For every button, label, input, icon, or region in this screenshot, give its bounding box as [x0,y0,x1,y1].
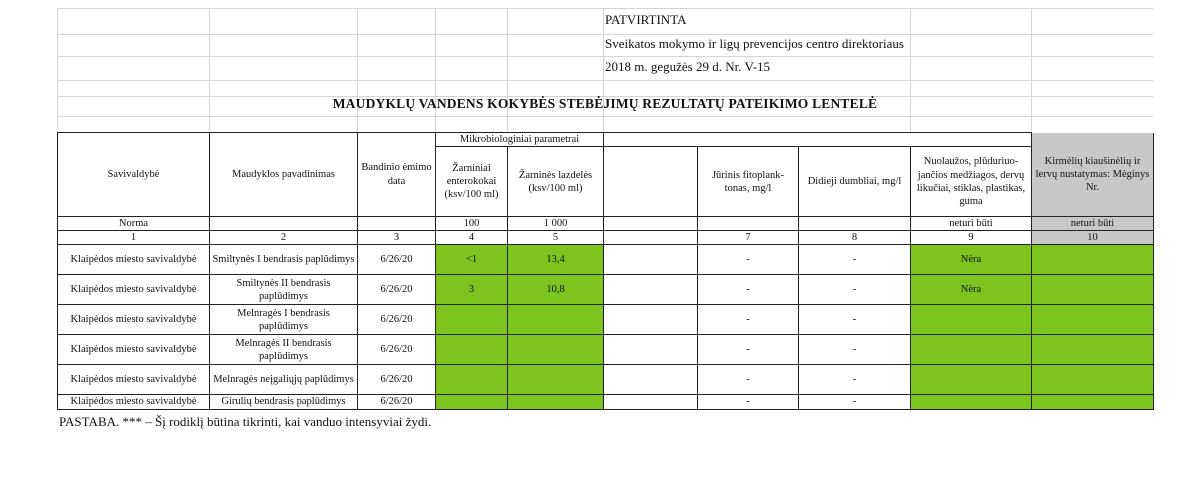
results-table [57,132,1154,410]
header-municipality: Savivaldybė [58,133,210,217]
cell-ecoli [508,335,604,365]
grid-line [209,8,210,132]
cell-ecoli [508,305,604,335]
cell-municipality: Klaipėdos miesto savivaldybė [58,395,210,409]
grid-line [357,8,358,132]
cell-municipality: Klaipėdos miesto savivaldybė [58,365,210,395]
header-worms: Kirmėlių kiaušinėlių ir lervų nustatymas: Mėginys Nr. [1032,133,1154,217]
approval-heading: PATVIRTINTA [605,12,687,27]
cell-municipality: Klaipėdos miesto savivaldybė [58,335,210,365]
cell-phyto: - [698,365,799,395]
cell-worms [1032,305,1154,335]
cell-ecoli: 10,8 [508,275,604,305]
cell-algae: - [799,305,911,335]
table-row [58,365,1154,395]
cell-worms [1032,275,1154,305]
cell-enterococci: <1 [436,245,508,275]
col-number: 5 [508,231,604,245]
header-litter: Nuolaužos, plūduriuo-jančios medžiagos, dervų likučiai, stiklas, plastikas, guma [911,147,1032,217]
norm-row [58,217,1154,231]
cell-municipality: Klaipėdos miesto savivaldybė [58,245,210,275]
cell-algae: - [799,365,911,395]
table-row [58,395,1154,409]
cell-municipality: Klaipėdos miesto savivaldybė [58,275,210,305]
cell-phyto: - [698,335,799,365]
cell-beach: Smiltynės I bendrasis paplūdimys [210,245,358,275]
col-number-empty [604,231,698,245]
grid-line [57,8,58,132]
cell-ecoli [508,365,604,395]
cell-empty [604,245,698,275]
cell-beach: Melnragės II bendrasis paplūdimys [210,335,358,365]
cell-worms [1032,365,1154,395]
grid-line [1031,8,1032,132]
norm-worms: neturi būti [1032,217,1154,231]
cell-algae: - [799,275,911,305]
col-number: 9 [911,231,1032,245]
cell-date: 6/26/20 [358,335,436,365]
header-phytoplankton: Jūrinis fitoplank-tonas, mg/l [698,147,799,217]
cell-worms [1032,395,1154,409]
cell-worms [1032,335,1154,365]
grid-line [435,8,436,132]
cell-litter: Nėra [911,275,1032,305]
header-microbio-group: Mikrobiologiniai parametrai [436,133,604,147]
cell-enterococci [436,395,508,409]
cell-beach: Smiltynės II bendrasis paplūdimys [210,275,358,305]
header-empty [604,147,698,217]
grid-line [57,8,1153,9]
col-number: 3 [358,231,436,245]
cell-date: 6/26/20 [358,305,436,335]
cell-date: 6/26/20 [358,275,436,305]
table-header-group-row [58,133,1154,147]
norm-label: Norma [58,217,210,231]
col-number: 4 [436,231,508,245]
cell-enterococci: 3 [436,275,508,305]
grid-line [910,8,911,132]
cell-phyto: - [698,395,799,409]
cell-date: 6/26/20 [358,395,436,409]
col-number: 8 [799,231,911,245]
col-number: 2 [210,231,358,245]
cell-beach: Girulių bendrasis paplūdimys [210,395,358,409]
col-number: 1 [58,231,210,245]
cell-phyto: - [698,245,799,275]
cell-phyto: - [698,305,799,335]
grid-line [603,8,604,132]
header-algae: Didieji dumbliai, mg/l [799,147,911,217]
cell-ecoli: 13,4 [508,245,604,275]
column-number-row [58,231,1154,245]
cell-algae: - [799,245,911,275]
cell-algae: - [799,395,911,409]
cell-empty [604,275,698,305]
cell-municipality: Klaipėdos miesto savivaldybė [58,305,210,335]
cell-empty [604,305,698,335]
col-number: 7 [698,231,799,245]
cell-date: 6/26/20 [358,245,436,275]
cell-beach: Melnragės neįgaliųjų paplūdimys [210,365,358,395]
cell-litter [911,335,1032,365]
header-blank-group [604,133,1032,147]
header-enterococci: Žarniniai enterokokai (ksv/100 ml) [436,147,508,217]
header-sample-date: Bandinio ėmimo data [358,133,436,217]
cell-empty [604,395,698,409]
grid-line [57,34,1153,35]
grid-line [57,116,1153,117]
cell-litter [911,395,1032,409]
cell-beach: Melnragės I bendrasis paplūdimys [210,305,358,335]
header-ecoli: Žarninės lazdelės (ksv/100 ml) [508,147,604,217]
norm-ecoli: 1 000 [508,217,604,231]
cell-enterococci [436,335,508,365]
table-row [58,335,1154,365]
cell-worms [1032,245,1154,275]
cell-date: 6/26/20 [358,365,436,395]
norm-enterococci: 100 [436,217,508,231]
page-title: MAUDYKLŲ VANDENS KOKYBĖS STEBĖJIMŲ REZULTATŲ PATEIKIMO LENTELĖ [332,96,878,111]
cell-litter [911,365,1032,395]
cell-enterococci [436,305,508,335]
grid-line [507,8,508,132]
cell-phyto: - [698,275,799,305]
table-row [58,275,1154,305]
norm-litter: neturi būti [911,217,1032,231]
table-row [58,245,1154,275]
footnote: PASTABA. *** – Šį rodiklį būtina tikrinti, kai vanduo intensyviai žydi. [59,414,432,429]
approval-order: 2018 m. gegužės 29 d. Nr. V-15 [605,59,771,74]
col-number: 10 [1032,231,1154,245]
cell-ecoli [508,395,604,409]
grid-line [57,56,1153,57]
header-beach-name: Maudyklos pavadinimas [210,133,358,217]
cell-empty [604,335,698,365]
cell-empty [604,365,698,395]
table-row [58,305,1154,335]
cell-litter: Nėra [911,245,1032,275]
cell-litter [911,305,1032,335]
grid-line [57,80,1153,81]
cell-algae: - [799,335,911,365]
cell-enterococci [436,365,508,395]
approval-authority: Sveikatos mokymo ir ligų prevencijos centro direktoriaus [605,36,904,51]
